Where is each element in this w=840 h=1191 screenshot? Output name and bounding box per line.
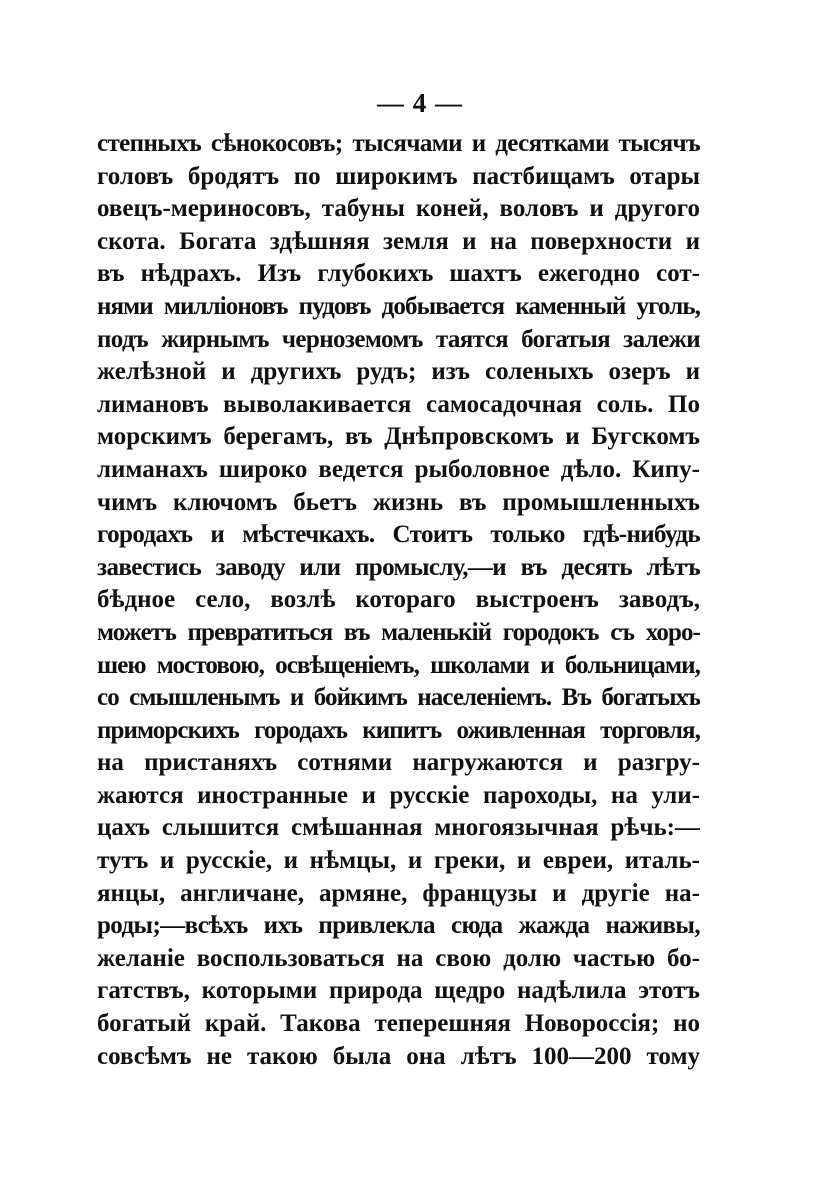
text-line: жаются иностранные и русскіе пароходы, на ули-	[97, 781, 700, 809]
text-line: степныхъ сѣнокосовъ; тысячами и десятками тысячъ	[97, 130, 700, 157]
text-line: скота. Богата здѣшняя земля и на поверхности и	[97, 227, 700, 255]
text-line: городахъ и мѣстечкахъ. Стоитъ только гдѣ-нибудь	[97, 521, 700, 549]
text-line: совсѣмъ не такою была она лѣтъ 100—200 тому	[97, 1042, 700, 1070]
text-line: тутъ и русскіе, и нѣмцы, и греки, и евреи, италь-	[97, 847, 700, 875]
text-line: завестись заводу или промыслу,—и въ десять лѣтъ	[97, 553, 700, 581]
text-line: шею мостовою, освѣщеніемъ, школами и больницами,	[97, 651, 700, 679]
text-line: со смышленымъ и бойкимъ населеніемъ. Въ богатыхъ	[97, 684, 700, 712]
text-line: роды;—всѣхъ ихъ привлекла сюда жажда наживы,	[97, 912, 700, 940]
text-line: лимановъ выволакивается самосадочная соль. По	[97, 390, 700, 418]
text-line: желѣзной и другихъ рудъ; изъ соленыхъ озеръ и	[97, 358, 700, 386]
text-line: богатый край. Такова теперешняя Новороссія; но	[97, 1010, 700, 1038]
text-line: на пристаняхъ сотнями нагружаются и разгру-	[97, 749, 700, 777]
text-line: янцы, англичане, армяне, французы и другіе на-	[97, 879, 700, 907]
text-line: гатствъ, которыми природа щедро надѣлила этотъ	[97, 977, 700, 1005]
text-line: головъ бродятъ по широкимъ пастбищамъ отары	[97, 162, 700, 190]
page-number: — 4 —	[377, 88, 463, 118]
text-line: цахъ слышится смѣшанная многоязычная рѣчь:—	[97, 814, 700, 842]
text-line: лиманахъ широко ведется рыболовное дѣло. Кипу-	[97, 455, 700, 483]
text-line: въ нѣдрахъ. Изъ глубокихъ шахтъ ежегодно сот-	[97, 260, 700, 288]
text-line: подъ жирнымъ черноземомъ таятся богатыя залежи	[97, 325, 700, 353]
text-line: бѣдное село, возлѣ котораго выстроенъ заводъ,	[97, 586, 700, 614]
text-line: чимъ ключомъ бьетъ жизнь въ промышленныхъ	[97, 488, 700, 516]
text-line: нями милліоновъ пудовъ добывается каменный уголь,	[97, 292, 700, 320]
text-line: можетъ превратиться въ маленькій городокъ съ хоро-	[97, 618, 700, 646]
text-line: морскимъ берегамъ, въ Днѣпровскомъ и Бугскомъ	[97, 423, 700, 451]
text-line: желаніе воспользоваться на свою долю частью бо-	[97, 944, 700, 972]
text-line: приморскихъ городахъ кипитъ оживленная торговля,	[97, 716, 700, 744]
body-text	[97, 128, 700, 1073]
text-line: овецъ-мериносовъ, табуны коней, воловъ и другого	[97, 195, 700, 223]
